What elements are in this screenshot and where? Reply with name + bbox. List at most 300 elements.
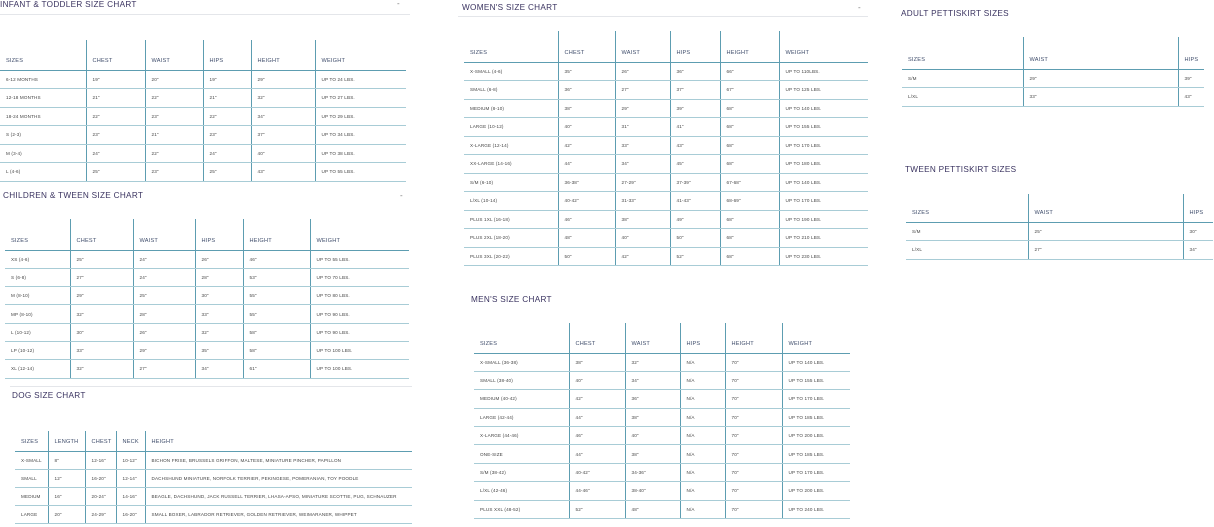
table-row bbox=[15, 469, 412, 487]
table-row bbox=[902, 88, 1204, 107]
table-cell: 53" bbox=[243, 268, 310, 286]
table-cell: 12-18 MONTHS bbox=[0, 89, 86, 108]
table-cell: S/M bbox=[902, 69, 1023, 88]
table-row bbox=[474, 500, 850, 518]
table-cell: LP (10-12) bbox=[5, 341, 70, 359]
table-cell: 40" bbox=[558, 118, 615, 137]
table-cell: LARGE (42-44) bbox=[474, 408, 569, 426]
column-header: WAIST bbox=[145, 40, 203, 70]
column-header: WAIST bbox=[1023, 37, 1178, 69]
table-cell: S (6-8) bbox=[5, 268, 70, 286]
table-cell: 40-42" bbox=[558, 192, 615, 211]
table-cell: 32" bbox=[251, 89, 315, 108]
table-row bbox=[15, 506, 412, 524]
column-header: HIPS bbox=[195, 219, 243, 250]
table-cell: UP TO 29 LBS. bbox=[315, 107, 406, 126]
table-cell: DACHSHUND MINIATURE, NORFOLK TERRIER, PEKINGESE, POMERANIAN, TOY POODLE bbox=[145, 469, 412, 487]
table-cell: UP TO 200 LBS. bbox=[782, 427, 850, 445]
table-cell: 38" bbox=[625, 445, 680, 463]
table-cell: 10-12" bbox=[116, 451, 145, 469]
column-header: WEIGHT bbox=[315, 40, 406, 70]
table-cell: 34" bbox=[625, 371, 680, 389]
men-size-table bbox=[474, 323, 850, 519]
table-cell: 23" bbox=[203, 126, 251, 145]
table-row bbox=[906, 241, 1213, 260]
column-header: SIZES bbox=[902, 37, 1023, 69]
column-header: CHEST bbox=[558, 31, 615, 62]
table-cell: BICHON FRISE, BRUSSELS GRIFFON, MALTESE, MINIATURE PINCHER, PAPILLON bbox=[145, 451, 412, 469]
table-row bbox=[0, 163, 406, 182]
table-cell: S/M (38-42) bbox=[474, 463, 569, 481]
table-cell: 35" bbox=[558, 62, 615, 81]
table-cell: 68" bbox=[720, 210, 779, 229]
table-cell: 25" bbox=[203, 163, 251, 182]
column-header: CHEST bbox=[85, 431, 116, 451]
table-cell: 34-36" bbox=[625, 463, 680, 481]
women-title-divider bbox=[458, 16, 868, 17]
table-cell: L/XL bbox=[902, 88, 1023, 107]
table-cell: 70" bbox=[725, 408, 782, 426]
table-cell: 43" bbox=[1178, 88, 1204, 107]
table-cell: 14-16" bbox=[116, 487, 145, 505]
table-cell: UP TO 90 LBS. bbox=[310, 305, 409, 323]
table-cell: 46" bbox=[569, 427, 625, 445]
table-cell: 22" bbox=[86, 107, 145, 126]
table-cell: UP TO 24 LBS. bbox=[315, 70, 406, 89]
table-cell: 31" bbox=[615, 118, 670, 137]
table-cell: N/A bbox=[680, 482, 725, 500]
table-row bbox=[464, 118, 868, 137]
table-cell: 36-38" bbox=[558, 173, 615, 192]
table-cell: 66" bbox=[720, 62, 779, 81]
table-cell: UP TO 140 LBS. bbox=[779, 173, 868, 192]
table-cell: 52" bbox=[670, 247, 720, 266]
column-header: SIZES bbox=[15, 431, 48, 451]
table-cell: 44-46" bbox=[569, 482, 625, 500]
table-cell: XS (4-6) bbox=[5, 250, 70, 268]
table-cell: 40" bbox=[625, 427, 680, 445]
table-cell: 70" bbox=[725, 371, 782, 389]
table-cell: S (2-3) bbox=[0, 126, 86, 145]
table-cell: 55" bbox=[243, 305, 310, 323]
table-cell: N/A bbox=[680, 408, 725, 426]
table-cell: PLUS 3XL (20-22) bbox=[464, 247, 558, 266]
table-cell: N/A bbox=[680, 371, 725, 389]
table-cell: 44" bbox=[558, 155, 615, 174]
table-row bbox=[474, 353, 850, 371]
table-row bbox=[5, 287, 409, 305]
table-cell: 50" bbox=[670, 229, 720, 248]
column-header: WAIST bbox=[625, 323, 680, 353]
table-cell: L (10-12) bbox=[5, 323, 70, 341]
table-cell: 23" bbox=[86, 126, 145, 145]
table-cell: 8" bbox=[48, 451, 85, 469]
table-cell: 50" bbox=[558, 247, 615, 266]
table-cell: 29" bbox=[251, 70, 315, 89]
column-header: HIPS bbox=[680, 323, 725, 353]
table-cell: 12" bbox=[48, 469, 85, 487]
table-row bbox=[474, 408, 850, 426]
table-cell: UP TO 38 LBS. bbox=[315, 144, 406, 163]
table-cell: 68" bbox=[720, 136, 779, 155]
table-row bbox=[5, 268, 409, 286]
column-header: CHEST bbox=[70, 219, 133, 250]
table-row bbox=[902, 69, 1204, 88]
table-cell: 44" bbox=[569, 445, 625, 463]
table-cell: 34" bbox=[251, 107, 315, 126]
table-cell: 28" bbox=[195, 268, 243, 286]
table-row bbox=[464, 136, 868, 155]
table-cell: 42" bbox=[558, 136, 615, 155]
table-cell: S/M (6-10) bbox=[464, 173, 558, 192]
header-row bbox=[0, 40, 406, 70]
column-header: WAIST bbox=[133, 219, 195, 250]
column-header: WEIGHT bbox=[310, 219, 409, 250]
table-cell: 27" bbox=[615, 81, 670, 100]
table-row bbox=[474, 371, 850, 389]
column-header: WEIGHT bbox=[779, 31, 868, 62]
table-cell: 24" bbox=[203, 144, 251, 163]
table-cell: 68" bbox=[720, 118, 779, 137]
table-cell: 40-42" bbox=[569, 463, 625, 481]
table-cell: 43" bbox=[670, 136, 720, 155]
table-cell: 38" bbox=[569, 353, 625, 371]
table-cell: 39" bbox=[670, 99, 720, 118]
table-cell: 33" bbox=[195, 305, 243, 323]
table-cell: 42" bbox=[569, 390, 625, 408]
table-cell: 70" bbox=[725, 463, 782, 481]
table-cell: X-SMALL (4-6) bbox=[464, 62, 558, 81]
table-cell: 20" bbox=[48, 506, 85, 524]
table-row bbox=[5, 250, 409, 268]
table-row bbox=[5, 305, 409, 323]
table-cell: L/XL bbox=[906, 241, 1028, 260]
table-cell: 49" bbox=[670, 210, 720, 229]
table-cell: 22" bbox=[203, 107, 251, 126]
table-row bbox=[0, 126, 406, 145]
tween-pettiskirt-title: TWEEN PETTISKIRT SIZES bbox=[905, 165, 1017, 174]
table-cell: 22" bbox=[145, 144, 203, 163]
table-cell: ONE-SIZE bbox=[474, 445, 569, 463]
column-header: LENGTH bbox=[48, 431, 85, 451]
table-cell: 68" bbox=[720, 155, 779, 174]
table-cell: 34" bbox=[615, 155, 670, 174]
table-row bbox=[464, 247, 868, 266]
table-cell: 43" bbox=[251, 163, 315, 182]
table-cell: 25" bbox=[1028, 222, 1183, 241]
table-cell: 12-16" bbox=[85, 451, 116, 469]
table-cell: 34" bbox=[195, 360, 243, 378]
table-cell: 29" bbox=[70, 287, 133, 305]
table-cell: UP TO 170 LBS. bbox=[779, 136, 868, 155]
dog-size-table bbox=[15, 431, 412, 524]
table-cell: 41-43" bbox=[670, 192, 720, 211]
table-cell: N/A bbox=[680, 353, 725, 371]
table-cell: 30" bbox=[195, 287, 243, 305]
table-row bbox=[474, 427, 850, 445]
table-row bbox=[5, 360, 409, 378]
children-collapse-icon[interactable]: - bbox=[400, 191, 403, 200]
table-cell: UP TO 55 LBS. bbox=[310, 250, 409, 268]
table-cell: 6-12 MONTHS bbox=[0, 70, 86, 89]
adult-pettiskirt-title: ADULT PETTISKIRT SIZES bbox=[901, 9, 1009, 18]
table-cell: 70" bbox=[725, 427, 782, 445]
table-cell: 38" bbox=[615, 210, 670, 229]
table-row bbox=[15, 451, 412, 469]
table-cell: 29" bbox=[1023, 69, 1178, 88]
table-cell: X-SMALL (36-38) bbox=[474, 353, 569, 371]
table-row bbox=[0, 144, 406, 163]
table-cell: 70" bbox=[725, 353, 782, 371]
table-cell: 37" bbox=[670, 81, 720, 100]
table-cell: 25" bbox=[86, 163, 145, 182]
table-cell: 70" bbox=[725, 500, 782, 518]
table-cell: 40" bbox=[569, 371, 625, 389]
table-row bbox=[906, 222, 1213, 241]
table-cell: UP TO 34 LBS. bbox=[315, 126, 406, 145]
table-cell: SMALL (38-40) bbox=[474, 371, 569, 389]
table-row bbox=[0, 107, 406, 126]
table-cell: PLUS XXL (48-52) bbox=[474, 500, 569, 518]
table-cell: 46" bbox=[558, 210, 615, 229]
table-cell: 44" bbox=[569, 408, 625, 426]
table-cell: 36" bbox=[558, 81, 615, 100]
table-cell: 41" bbox=[670, 118, 720, 137]
table-cell: UP TO 185 LBS. bbox=[782, 445, 850, 463]
table-cell: N/A bbox=[680, 463, 725, 481]
table-cell: UP TO 180 LBS. bbox=[779, 155, 868, 174]
table-cell: 27" bbox=[133, 360, 195, 378]
column-header: HEIGHT bbox=[720, 31, 779, 62]
table-cell: 24" bbox=[133, 250, 195, 268]
table-row bbox=[464, 155, 868, 174]
column-header: SIZES bbox=[464, 31, 558, 62]
column-header: SIZES bbox=[906, 194, 1028, 222]
table-cell: M (3-4) bbox=[0, 144, 86, 163]
table-cell: 21" bbox=[86, 89, 145, 108]
table-cell: 16-20" bbox=[116, 506, 145, 524]
table-cell: LARGE bbox=[15, 506, 48, 524]
adult-pettiskirt-table bbox=[902, 37, 1204, 107]
column-header: HEIGHT bbox=[243, 219, 310, 250]
table-cell: 25" bbox=[70, 250, 133, 268]
column-header: HIPS bbox=[670, 31, 720, 62]
table-cell: 40" bbox=[251, 144, 315, 163]
table-row bbox=[0, 89, 406, 108]
table-cell: 68" bbox=[720, 247, 779, 266]
table-cell: UP TO 110LBS. bbox=[779, 62, 868, 81]
table-cell: UP TO 200 LBS. bbox=[782, 482, 850, 500]
table-cell: BEAGLE, DACHSHUND, JACK RUSSELL TERRIER, LHASA-APSO, MINIATURE SCOTTIE, PUG, SCHNAUZER bbox=[145, 487, 412, 505]
table-row bbox=[474, 463, 850, 481]
children-size-table bbox=[5, 219, 409, 379]
header-row bbox=[464, 31, 868, 62]
table-cell: 16-20" bbox=[85, 469, 116, 487]
table-cell: UP TO 55 LBS. bbox=[315, 163, 406, 182]
table-cell: UP TO 170 LBS. bbox=[782, 390, 850, 408]
table-cell: 31-33" bbox=[615, 192, 670, 211]
table-cell: 68" bbox=[720, 99, 779, 118]
table-row bbox=[15, 487, 412, 505]
table-cell: 30" bbox=[1183, 222, 1213, 241]
table-cell: MEDIUM (8-10) bbox=[464, 99, 558, 118]
table-cell: L/XL (42-46) bbox=[474, 482, 569, 500]
table-cell: L (4-6) bbox=[0, 163, 86, 182]
table-cell: 38-40" bbox=[625, 482, 680, 500]
table-cell: UP TO 190 LBS. bbox=[779, 210, 868, 229]
table-row bbox=[464, 81, 868, 100]
table-cell: 26" bbox=[133, 323, 195, 341]
table-cell: 42" bbox=[615, 247, 670, 266]
table-cell: 24" bbox=[86, 144, 145, 163]
table-row bbox=[464, 99, 868, 118]
women-chart-title: WOMEN'S SIZE CHART bbox=[462, 3, 558, 12]
table-cell: UP TO 155 LBS. bbox=[782, 371, 850, 389]
table-cell: 26" bbox=[615, 62, 670, 81]
table-cell: UP TO 70 LBS. bbox=[310, 268, 409, 286]
table-cell: UP TO 170 LBS. bbox=[782, 463, 850, 481]
table-row bbox=[464, 210, 868, 229]
table-cell: 38" bbox=[625, 408, 680, 426]
header-row bbox=[902, 37, 1204, 69]
table-cell: MEDIUM bbox=[15, 487, 48, 505]
women-collapse-icon[interactable]: - bbox=[858, 3, 861, 12]
table-cell: 27" bbox=[1028, 241, 1183, 260]
table-row bbox=[474, 482, 850, 500]
table-cell: 33" bbox=[70, 341, 133, 359]
column-header: WAIST bbox=[1028, 194, 1183, 222]
table-cell: UP TO 140 LBS. bbox=[779, 99, 868, 118]
table-cell: N/A bbox=[680, 427, 725, 445]
table-cell: UP TO 80 LBS. bbox=[310, 287, 409, 305]
table-cell: 23" bbox=[145, 163, 203, 182]
table-cell: X-LARGE (44-46) bbox=[474, 427, 569, 445]
table-cell: 37-39" bbox=[670, 173, 720, 192]
table-cell: 55" bbox=[243, 287, 310, 305]
table-cell: 20" bbox=[145, 70, 203, 89]
column-header: SIZES bbox=[0, 40, 86, 70]
table-cell: UP TO 155 LBS. bbox=[779, 118, 868, 137]
column-header: HEIGHT bbox=[145, 431, 412, 451]
table-cell: 21" bbox=[203, 89, 251, 108]
table-cell: 23" bbox=[145, 107, 203, 126]
table-cell: MP (8-10) bbox=[5, 305, 70, 323]
table-cell: UP TO 100 LBS. bbox=[310, 360, 409, 378]
table-cell: 22" bbox=[145, 89, 203, 108]
table-cell: 70" bbox=[725, 445, 782, 463]
table-cell: SMALL bbox=[15, 469, 48, 487]
column-header: CHEST bbox=[569, 323, 625, 353]
table-cell: 36" bbox=[625, 390, 680, 408]
column-header: NECK bbox=[116, 431, 145, 451]
table-cell: 30" bbox=[70, 323, 133, 341]
table-cell: N/A bbox=[680, 445, 725, 463]
table-cell: 40" bbox=[615, 229, 670, 248]
column-header: HEIGHT bbox=[251, 40, 315, 70]
column-header: HEIGHT bbox=[725, 323, 782, 353]
table-cell: 35" bbox=[195, 341, 243, 359]
table-cell: 28" bbox=[133, 305, 195, 323]
table-cell: UP TO 230 LBS. bbox=[779, 247, 868, 266]
table-row bbox=[5, 323, 409, 341]
table-cell: UP TO 100 LBS. bbox=[310, 341, 409, 359]
table-row bbox=[464, 62, 868, 81]
table-cell: 26" bbox=[195, 250, 243, 268]
table-cell: X-LARGE (12-14) bbox=[464, 136, 558, 155]
table-cell: 24-29" bbox=[85, 506, 116, 524]
table-cell: LARGE (10-12) bbox=[464, 118, 558, 137]
table-cell: 12-14" bbox=[116, 469, 145, 487]
table-cell: 68" bbox=[720, 229, 779, 248]
table-cell: UP TO 90 LBS. bbox=[310, 323, 409, 341]
table-cell: 45" bbox=[670, 155, 720, 174]
table-cell: XL (12-14) bbox=[5, 360, 70, 378]
table-cell: 61" bbox=[243, 360, 310, 378]
tween-pettiskirt-table bbox=[906, 194, 1213, 260]
men-chart-title: MEN'S SIZE CHART bbox=[471, 295, 552, 304]
table-row bbox=[464, 229, 868, 248]
table-cell: MEDIUM (40-42) bbox=[474, 390, 569, 408]
table-cell: 20-24" bbox=[85, 487, 116, 505]
column-header: WAIST bbox=[615, 31, 670, 62]
table-row bbox=[464, 173, 868, 192]
column-header: CHEST bbox=[86, 40, 145, 70]
table-cell: SMALL BOXER, LABRADOR RETRIEVER, GOLDEN RETRIEVER, WEIMARANER, WHIPPET bbox=[145, 506, 412, 524]
table-cell: N/A bbox=[680, 500, 725, 518]
table-cell: PLUS 1XL (16-18) bbox=[464, 210, 558, 229]
column-header: SIZES bbox=[5, 219, 70, 250]
infant-collapse-icon[interactable]: - bbox=[397, 0, 400, 8]
dog-chart-title: DOG SIZE CHART bbox=[12, 391, 86, 400]
table-cell: 70" bbox=[725, 482, 782, 500]
table-cell: L/XL (10-14) bbox=[464, 192, 558, 211]
table-cell: 58" bbox=[243, 341, 310, 359]
table-cell: S/M bbox=[906, 222, 1028, 241]
women-size-table bbox=[464, 31, 868, 266]
table-cell: SMALL (6-8) bbox=[464, 81, 558, 100]
header-row bbox=[15, 431, 412, 451]
table-cell: 67-68" bbox=[720, 173, 779, 192]
table-cell: 48" bbox=[625, 500, 680, 518]
table-cell: 37" bbox=[251, 126, 315, 145]
table-cell: 19" bbox=[86, 70, 145, 89]
table-cell: M (8-10) bbox=[5, 287, 70, 305]
table-cell: 16" bbox=[48, 487, 85, 505]
table-cell: 39" bbox=[1178, 69, 1204, 88]
column-header: SIZES bbox=[474, 323, 569, 353]
table-cell: XX-LARGE (14-16) bbox=[464, 155, 558, 174]
table-cell: 27" bbox=[70, 268, 133, 286]
table-row bbox=[474, 390, 850, 408]
table-cell: PLUS 2XL (18-20) bbox=[464, 229, 558, 248]
table-cell: 33" bbox=[615, 136, 670, 155]
column-header: HIPS bbox=[1178, 37, 1204, 69]
infant-size-table bbox=[0, 40, 406, 182]
table-row bbox=[5, 341, 409, 359]
table-cell: 32" bbox=[70, 360, 133, 378]
table-cell: 36" bbox=[670, 62, 720, 81]
table-cell: 58" bbox=[243, 323, 310, 341]
table-cell: 29" bbox=[615, 99, 670, 118]
table-cell: 32" bbox=[625, 353, 680, 371]
table-cell: 21" bbox=[145, 126, 203, 145]
table-cell: 25" bbox=[133, 287, 195, 305]
table-cell: UP TO 210 LBS. bbox=[779, 229, 868, 248]
table-cell: UP TO 125 LBS. bbox=[779, 81, 868, 100]
header-row bbox=[5, 219, 409, 250]
header-row bbox=[474, 323, 850, 353]
table-row bbox=[464, 192, 868, 211]
